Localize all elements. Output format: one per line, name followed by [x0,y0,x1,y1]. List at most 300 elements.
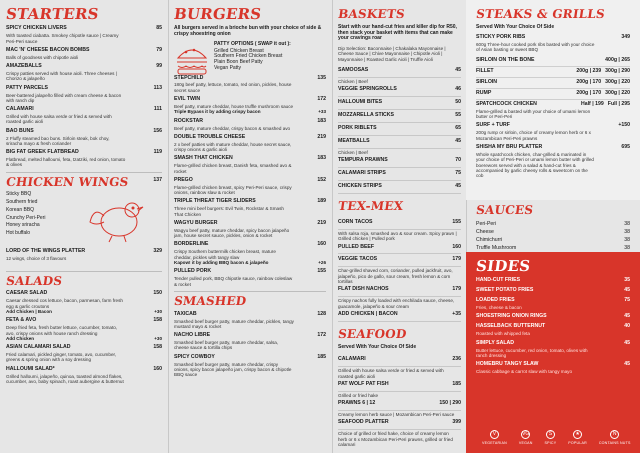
menu-item-row [174,97,326,103]
legend-item [545,430,557,445]
menu-item-name: VEGGIE SPRINGROLLS [338,86,397,93]
ribs-item [476,35,630,53]
wing-flavour: Hot buffalo [6,230,31,237]
menu-item [174,355,326,378]
menu-item-addon [174,260,326,265]
menu-item [476,288,630,294]
menu-item [338,379,461,398]
menu-item-row [338,354,461,367]
menu-item [174,97,326,115]
wings-platter-name: LORD OF THE WINGS PLATTER [6,248,86,255]
menu-item-row [476,314,630,320]
legend-label: VEGETARIAN [482,440,507,445]
menu-item-price: 99 [156,63,162,70]
menu-item-name: HAND-CUT FRIES [476,277,521,284]
menu-item-name: CALAMARI [338,356,366,363]
menu-item-name: FLAT DISH NACHOS [338,286,389,293]
legend-icon: ★ [573,430,582,439]
legend-label: VEGAN [518,440,533,445]
menu-item-name: NACHO LIBRE [174,332,211,339]
sauce-name: Cheese [476,228,494,235]
menu-item-price: 65 [455,125,461,132]
grill-name: FILLET [476,68,494,75]
patty-option: Plain Boon Beef Patty [214,59,263,65]
menu-item-row [476,288,630,294]
menu-item [174,76,326,94]
menu-item-desc: Grilled halloumi, jalapeño, quinoa, toasted almond flakes, cucumber, avo, baby spinach, roast aubergine & butternut [6,373,124,384]
menu-item [6,86,162,104]
menu-item-row [338,217,461,230]
menu-item-name: PORK RIBLETS [338,125,377,132]
menu-item-name: HASSELBACK BUTTERNUT [476,323,546,330]
menu-item-desc: Char-grilled shaved corn, coriander, pulled jackfruit, avo, jalapeño, pico de gallo, sour cream, fresh lemon & corn tortillas [338,268,453,284]
wing-flavour: Korean BBQ [6,206,35,213]
menu-item-row [174,199,326,205]
menu-item-desc: Grilled with house salsa verde or fried & served with roasted garlic aioli [6,114,112,125]
menu-item-desc: Smashed beef burger patty, mature cheddar, pickles, tangy mustard mayo & rocket [174,318,294,329]
menu-item-row [174,312,326,318]
menu-item-desc: Wagyu beef patty, mature cheddar, spicy bacon jalapeño jam, house secret sauce, pickles, onion & rocket [174,227,290,239]
ribs-name: STICKY PORK RIBS [476,33,526,40]
menu-item [6,129,162,147]
menu-item-sub: Chicken | Beef [338,149,368,155]
menu-item-name: AMAZEBALLS [6,63,42,70]
menu-item-price: 155 [452,218,461,225]
sides-list [476,278,630,374]
surf-name: SURF + TURF [476,122,510,129]
wings-title: CHICKEN WINGS [5,174,130,189]
menu-item-price: 236 [452,356,461,363]
menu-item-name: PREGO [174,176,193,183]
grills-list [476,56,630,100]
wings-platter-desc: 12 wings, choice of 3 flavours [6,256,67,262]
menu-item-row [338,398,461,411]
grill-name: SIRLOIN ON THE BONE [476,57,535,64]
grill-prices [576,80,630,86]
menu-item-desc: Crispy patties served with house aioli. Three cheeses | Chorizo & jalapeño [6,71,117,82]
grill-price: 300g | 290 [605,68,630,75]
burgers-title: BURGERS [172,5,263,23]
menu-item [338,417,461,447]
menu-item-price: 185 [317,353,326,360]
menu-item-name: DOUBLE TROUBLE CHEESE [174,133,246,140]
menu-item-desc: Grilled or fried hake [338,392,379,398]
menu-item-desc: Smashed beef burger patty, mature cheddar, crispy onions, spicy bacon jalapeño jam, crispy bacon & chipotle BBQ sauce [174,361,292,378]
sauces-block [466,200,640,250]
menu-item-desc: Deep fried feta, fresh butter lettuce, cucumber, tomato, avo, crispy onions with house ranch dressing [6,325,118,336]
menu-item-row [174,119,326,125]
menu-item-price: 45 [455,183,461,190]
legend-item [519,430,533,445]
legend-icon: VG [521,430,530,439]
texmex-list [338,217,461,322]
menu-item-name: SEAFOOD PLATTER [338,419,389,426]
menu-item [174,178,326,196]
menu-item [6,107,162,125]
menu-item-price: 160 [452,243,461,250]
wings-platter [6,249,162,261]
chicken-illustration-icon [84,194,154,244]
menu-item-name: PAT WOLF PAT FISH [338,380,389,387]
menu-item-name: HOMEBRU TANGY SLAW [476,361,539,368]
legend-icon: V [490,430,499,439]
menu-item-price: 45 [624,287,630,294]
menu-item-row [174,135,326,141]
spatchcock-desc: Flame-grilled & basted with your choice of umami lemon butter or Peri-Peri [476,108,591,120]
grill-row [476,56,630,67]
sauce-name: Chimichurri [476,236,503,243]
smashed-title: SMASHED [173,293,248,308]
grill-price: 200g | 170 [576,89,602,96]
menu-item-row [338,379,461,392]
patty-options [174,42,326,72]
menu-item-price: 55 [455,112,461,119]
wing-flavour: Crunchy Peri-Peri [6,214,46,221]
menu-item-name: SPICY COWBOY [174,353,215,360]
platter-desc: Whole spatchcock chicken, char-grilled & marinated in your choice of Peri-Peri or umami lemon butter with grilled boerewors served with a salad & hand-cut fries & accompanied by garlic cheesy rolls & sweetcorn on the cob [476,151,594,179]
menu-item-name: VEGGIE TACOS [338,256,378,263]
steaks-title: STEAKS & GRILLS [475,7,606,21]
menu-item-row [6,64,162,70]
menu-item-desc: Tender pulled pork, BBQ chipotle sauce, rainbow coleslaw & rocket [174,276,293,287]
menu-item-row [338,284,461,297]
menu-item [6,48,162,60]
legend-item [568,430,587,445]
menu-item [338,217,461,242]
addon-label: Kapow! it by adding BBQ bacon & jalapeño [174,260,269,265]
menu-item-price: 219 [317,219,326,226]
menu-item-price: 113 [153,84,162,91]
menu-item-name: ASIAN CALAMARI SALAD [6,344,71,351]
menu-item-row [6,26,162,32]
menu-item-row [338,97,461,110]
menu-item-row [6,291,162,297]
menu-item-name: MOZZARELLA STICKS [338,112,395,119]
menu-item-price: 150 | 290 [439,400,461,407]
menu-item-price: 155 [317,268,326,275]
menu-item-row [476,341,630,347]
menu-item-desc: Crispy Southern buttermilk chicken breast, mature cheddar, pickles with tangy slaw [174,249,276,260]
menu-item [174,242,326,265]
addon-price: +33 [318,109,326,115]
legend-label: CONTAINS NUTS [598,440,631,445]
menu-item-desc: Beef patty, mature cheddar, crispy bacon & smashed avo [174,125,291,131]
texmex-title: TEX-MEX [337,199,405,214]
menu-item-row [6,48,162,54]
menu-item-row [338,65,461,78]
patty-option: Southern Fried Chicken Breast [214,53,283,60]
menu-item-row [338,84,461,97]
menu-item [476,362,630,374]
menu-item-price: 179 [452,286,461,293]
menu-item-price: 183 [317,117,326,124]
column-steaks [466,0,640,453]
addon-price: +30 [154,335,162,341]
menu-item-price: 185 [452,380,461,387]
menu-item [174,312,326,330]
menu-item-desc: Beef patty, mature cheddar, house truffle mushroom sauce [174,104,294,109]
menu-item-row [6,345,162,351]
menu-item [338,84,461,97]
menu-item-price: 35 [624,277,630,284]
menu-item-desc: 180g beef patty, lettuce, tomato, red onion, pickles, house secret sauce [174,82,292,93]
salads-list [6,291,162,384]
texmex-block [338,200,461,322]
menu-item-name: HALLOUMI SALAD* [6,365,55,372]
menu-item-price: 158 [153,317,162,324]
sauce-price: 38 [624,228,630,235]
starters-title: STARTERS [4,5,100,23]
column-burgers [168,0,332,453]
menu-item-price: 399 [452,419,461,426]
menu-item-desc: Flame-grilled chicken breast, spicy Peri-Peri sauce, crispy onions, rainbow slaw & rocket [174,184,292,196]
menu-item-price: 150 [153,290,162,297]
baskets-dip-selection: Dip Selection: Baconnaise | Chakalaka Mayonnaise | Cheese Sauce | Chive Mayonnaise | Chipotle Aioli | Mayonnaise | Roasted Garlic Aioli | Truffle Aioli [338,46,446,62]
menu-item-desc: Creamy lemon herb sauce | Mozambican Peri-Peri sauce [338,412,455,418]
menu-item-name: ROCKSTAR [174,117,204,124]
legend-item [599,430,631,445]
legend-label: SPICY [544,440,557,445]
smashed-list [174,312,326,378]
menu-item-price: 160 [317,241,326,248]
divider [6,172,162,173]
menu-item [338,168,461,181]
divider [174,291,326,292]
menu-item-desc: Balls of goodness with chipotle aioli [6,54,79,60]
seafood-intro: Served With Your Choice Of Side [338,343,417,350]
menu-item-name: WAGYU BURGER [174,219,218,226]
menu-item-row [6,129,162,135]
sauce-name: Peri-Peri [476,220,497,227]
sides-title: SIDES [474,257,532,275]
menu-item-row [174,333,326,339]
menu-item-row [338,242,461,255]
column-starters [0,0,168,453]
menu-item [338,97,461,110]
menu-item-row [338,168,461,181]
menu-item-desc: Flame-grilled chicken breast, Danish feta, smashed avo & rocket [174,163,292,174]
menu-item [6,345,162,363]
menu-item-name: STEPCHILD [174,74,204,81]
baskets-intro: Start with our hand-cut fries and killer dip for R50, then stack your basket with items that can make your cravings roar [338,23,457,42]
menu-item-price: 119 [153,149,162,156]
menu-item-price: 45 [455,66,461,73]
menu-item-name: HALLOUMI BITES [338,99,383,106]
legend-item [482,430,507,445]
menu-item [476,314,630,320]
menu-item-row [6,150,162,156]
menu-item [338,65,461,84]
grill-prices [576,69,630,75]
grill-price: 300g | 220 [605,79,630,86]
menu-item-desc: Roasted with whipped feta [476,331,530,337]
menu-item-desc: Smashed beef burger patty, mature cheddar, salsa, cheese sauce & tortilla chips [174,340,279,351]
menu-item [174,199,326,217]
menu-item [6,318,162,341]
ribs-price: 349 [621,33,630,40]
menu-item-desc: Choice of grilled or fried hake, choice of creamy lemon herb or 6 x Mozambican Peri-Peri prawns, grilled or fried calamari [338,431,453,447]
platter-item [476,145,630,178]
menu-item [6,150,162,168]
menu-item-price: 75 [455,170,461,177]
menu-item [338,242,461,255]
spatchcock-item [476,102,630,120]
wing-flavour: Honey sriracha [6,222,40,229]
menu-item-name: MAC 'N' CHEESE BACON BOMBS [6,46,90,53]
menu-item-addon [174,109,326,114]
menu-item-row [338,155,461,168]
sauce-price: 38 [624,236,630,243]
menu-item-addon [6,309,162,314]
platter-price: 695 [621,144,630,151]
spatchcock-name: SPATCHCOCK CHICKEN [476,100,537,107]
addon-label: Triple Bypass it by adding crispy bacon [174,109,261,115]
grill-price: 200g | 239 [576,68,602,75]
menu-item-desc: Classic cabbage & carrot slaw with tangy mayo [476,369,572,375]
menu-item-name: PULLED BEEF [338,243,375,250]
menu-item [476,298,630,310]
menu-item-name: EVIL TWIN [174,96,201,103]
menu-item-name: PULLED PORK [174,268,212,275]
menu-item-desc: 2 x beef patties with mature cheddar, house secret sauce, crispy onions & garlic aioli [174,141,292,153]
menu-item-desc: Fried calamari, pickled ginger, tomato, avo, cucumber, greens & spring onion with a soy dressing [6,352,117,363]
grill-price: 200g | 170 [576,79,602,86]
steaks-block [466,0,640,200]
grill-prices [605,58,630,64]
menu-item-row [6,318,162,324]
menu-item-name: TEMPURA PRAWNS [338,157,388,164]
menu-item-price: 219 [317,133,326,140]
menu-item-row [338,254,461,267]
wing-flavour: Sticky BBQ [6,191,32,198]
legend-icon: N [610,430,619,439]
starters-list [6,26,162,167]
menu-item-price: 75 [624,297,630,304]
menu-item-row [476,298,630,304]
patty-options-title: PATTY OPTIONS ( SWAP it out ): [214,40,291,47]
menu-item [174,333,326,351]
menu-item-price: 45 [624,339,630,346]
menu-item-name: SWEET POTATO FRIES [476,287,534,294]
platter-name: SHISHA MY BRU PLATTER [476,144,543,151]
menu-item-price: 70 [455,157,461,164]
seafood-list [338,354,461,447]
menu-item-name: TAXICAB [174,310,197,317]
menu-item [476,341,630,359]
surf-desc: 200g rump or sirloin, choice of creamy lemon herb or 6 x Mozambican Peri-Peri prawns [476,130,591,141]
sides-block [466,252,640,453]
menu-item-price: +35 [452,310,461,317]
column-baskets [332,0,466,453]
menu-item-price: 111 [153,106,162,113]
menu-item-row [6,86,162,92]
grill-price: 400g | 265 [605,57,630,64]
menu-item-row [174,269,326,275]
menu-item-price: 179 [452,256,461,263]
menu-item [338,136,461,155]
menu-item-price: 50 [455,99,461,106]
addon-price: +30 [154,309,162,315]
legend-icon: S [546,430,555,439]
menu-item-name: TRIPLE THREAT TIGER SLIDERS [174,198,256,205]
menu-item [338,123,461,136]
menu-item-name: PRAWNS 6 | 12 [338,400,376,407]
addon-label: Add Chicken [6,335,35,341]
baskets-list [338,65,461,194]
sauce-row [476,229,630,237]
menu-item-name: LOADED FRIES [476,297,515,304]
steaks-intro: Served With Your Choice Of Side [476,23,555,30]
grill-name: RUMP [476,89,492,96]
grill-row [476,67,630,78]
spatchcock-half: Half | 199 [580,100,604,107]
menu-item-row [338,181,461,194]
surf-price: +150 [618,122,630,129]
menu-item-row [338,309,461,322]
menu-item [6,291,162,314]
menu-item [338,254,461,284]
menu-item-price: 172 [317,332,326,339]
menu-item-row [174,242,326,248]
menu-item-row [174,355,326,361]
menu-item [174,119,326,131]
menu-item-name: FETA & AVO [6,317,37,324]
baskets-title: BASKETS [337,7,406,21]
spatchcock-full: Full | 295 [607,100,630,107]
menu-item-price: 45 [624,361,630,368]
menu-item-desc: Fries, cheese & bacon [476,305,522,311]
menu-item-price: 46 [455,86,461,93]
sauces-title: SAUCES [475,203,535,217]
menu-item [338,155,461,168]
burgers-intro: All burgers served in a brioche bun with your choice of side & crispy shoestring onion [174,25,322,37]
menu-item-price: 79 [156,46,162,53]
surf-item [476,123,630,141]
wings-price: 137 [153,176,162,183]
menu-item-name: CALAMARI STRIPS [338,170,386,177]
menu-item [174,135,326,153]
menu-item-row [6,367,162,373]
menu-item-row [476,324,630,330]
menu-item-desc: Beer-battered jalapeño filled with cream cheese & bacon with ranch dip [6,92,122,103]
seafood-title: SEAFOOD [337,326,408,341]
ribs-desc: 600g Three-hour cooked pork ribs basted with your choice of Asian basting or sweet BBQ [476,41,595,52]
menu-item-name: ADD CHICKEN | BACON [338,310,398,317]
wing-flavour: Southern fried [6,199,38,206]
menu-item-name: MEATBALLS [338,138,370,145]
divider [6,271,162,272]
menu-item-name: SMASH THAT CHICKEN [174,155,233,162]
menu-item-row [174,156,326,162]
menu-item [174,269,326,287]
addon-label: Add Chicken | Bacon [6,309,52,315]
menu-item-name: SPICY CHICKEN LIVERS [6,25,67,32]
menu-item [174,221,326,239]
menu-item-addon [6,336,162,341]
menu-item-name: BAO BUNS [6,127,34,134]
menu-item-row [174,221,326,227]
menu-item [6,64,162,82]
menu-item-price: 172 [317,96,326,103]
menu-item [174,156,326,174]
menu-item [476,278,630,284]
menu-item-price: 183 [317,155,326,162]
menu-item-price: 158 [153,344,162,351]
menu-item-desc: With toasted ciabatta. Smokey chipotle sauce | Creamy Peri-Peri sauce [6,33,119,44]
menu-item [338,354,461,379]
menu-item [6,26,162,44]
menu-item-row [338,136,461,149]
